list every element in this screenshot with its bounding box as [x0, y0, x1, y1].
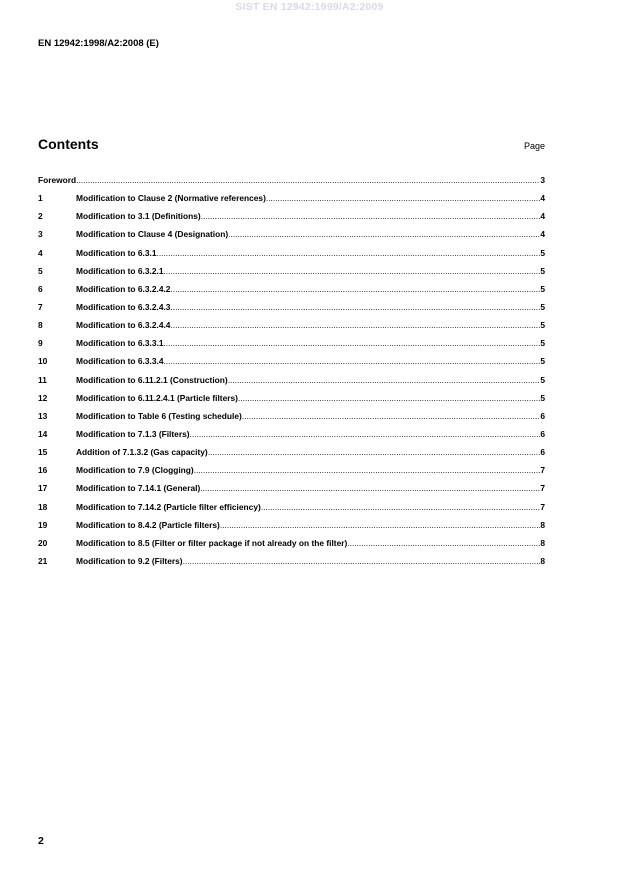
toc-entry-number: 18: [38, 501, 48, 512]
toc-entry-number: 2: [38, 211, 43, 222]
toc-entry-number: 16: [38, 465, 48, 476]
document-id: EN 12942:1998/A2:2008 (E): [38, 38, 159, 49]
dot-leader: [76, 175, 540, 185]
dot-leader: [242, 411, 541, 421]
toc-entry-number: 19: [38, 519, 48, 530]
toc-entry-title: Modification to 6.3.2.1: [76, 265, 164, 276]
toc-entry-title: Modification to 6.11.2.1 (Construction): [76, 374, 228, 385]
dot-leader: [163, 338, 540, 348]
toc-entry-title: Foreword: [38, 175, 77, 185]
dot-leader: [157, 248, 541, 258]
toc-entry[interactable]: [38, 338, 545, 356]
toc-entry-page: 5: [540, 374, 545, 385]
dot-leader: [228, 229, 540, 239]
toc-entry-page: 8: [540, 537, 545, 548]
toc-entry-title: Modification to 6.3.2.4.3: [76, 301, 171, 312]
toc-entry-page: 6: [540, 410, 545, 421]
toc-entry-page: 5: [540, 265, 545, 276]
table-of-contents: [38, 175, 545, 574]
toc-entry-number: 11: [38, 374, 47, 385]
toc-entry[interactable]: [38, 411, 545, 429]
toc-entry-number: 1: [38, 193, 43, 204]
toc-entry-page: 3: [540, 175, 545, 185]
toc-entry-page: 4: [540, 193, 545, 204]
dot-leader: [183, 556, 541, 566]
toc-entry[interactable]: [38, 502, 545, 520]
dot-leader: [163, 356, 540, 366]
toc-entry-number: 5: [38, 265, 43, 276]
toc-entry-number: 9: [38, 338, 43, 349]
dot-leader: [220, 520, 541, 530]
toc-entry[interactable]: [38, 483, 545, 501]
toc-entry-number: 13: [38, 410, 48, 421]
toc-entry-page: 5: [540, 320, 545, 331]
toc-entry-number: 6: [38, 283, 43, 294]
toc-entry-title: Modification to Clause 4 (Designation): [76, 229, 229, 240]
toc-entry[interactable]: [38, 302, 545, 320]
toc-entry-title: Addition of 7.1.3.2 (Gas capacity): [76, 447, 208, 458]
toc-entry-number: 21: [38, 555, 48, 566]
toc-entry-title: Modification to 7.14.2 (Particle filter efficiency): [76, 501, 261, 512]
toc-entry-page: 6: [540, 447, 545, 458]
toc-entry-title: Modification to Table 6 (Testing schedule): [76, 410, 242, 421]
toc-entry[interactable]: [38, 393, 545, 411]
toc-entry-title: Modification to 6.11.2.4.1 (Particle filters): [76, 392, 238, 403]
toc-entry-number: 17: [38, 483, 48, 494]
toc-entry-title: Modification to 9.2 (Filters): [76, 555, 183, 566]
toc-entry-page: 4: [540, 229, 545, 240]
toc-entry-page: 4: [540, 211, 545, 222]
toc-entry-title: Modification to 6.3.3.4: [76, 356, 164, 367]
dot-leader: [163, 266, 540, 276]
toc-entry[interactable]: [38, 465, 545, 483]
toc-entry-title: Modification to 8.4.2 (Particle filters): [76, 519, 220, 530]
toc-entry-number: 4: [38, 247, 43, 258]
toc-entry[interactable]: [38, 375, 545, 393]
page-number: 2: [38, 835, 44, 847]
toc-entry[interactable]: [38, 429, 545, 447]
toc-entry[interactable]: [38, 284, 545, 302]
toc-entry-title: Modification to 3.1 (Definitions): [76, 211, 201, 222]
toc-entry-title: Modification to Clause 2 (Normative references): [76, 193, 266, 204]
dot-leader: [261, 502, 541, 512]
toc-entry[interactable]: [38, 556, 545, 574]
dot-leader: [190, 429, 541, 439]
dot-leader: [170, 320, 540, 330]
toc-entry-page: 5: [540, 247, 545, 258]
toc-entry-number: 8: [38, 320, 43, 331]
toc-entry-title: Modification to 6.3.2.4.4: [76, 320, 171, 331]
dot-leader: [200, 483, 540, 493]
toc-entry-number: 12: [38, 392, 48, 403]
dot-leader: [347, 538, 540, 548]
toc-entry-number: 15: [38, 447, 48, 458]
dot-leader: [238, 393, 540, 403]
dot-leader: [194, 465, 541, 475]
toc-entry-number: 10: [38, 356, 48, 367]
toc-entry-title: Modification to 7.1.3 (Filters): [76, 428, 190, 439]
toc-entry[interactable]: [38, 266, 545, 284]
toc-entry-page: 6: [540, 428, 545, 439]
dot-leader: [170, 284, 540, 294]
toc-entry-page: 8: [540, 555, 545, 566]
toc-entry[interactable]: [38, 248, 545, 266]
toc-entry-page: 7: [540, 483, 545, 494]
toc-entry-page: 7: [540, 501, 545, 512]
dot-leader: [201, 211, 541, 221]
toc-entry-number: 7: [38, 301, 43, 312]
toc-entry-number: 3: [38, 229, 43, 240]
toc-entry-number: 20: [38, 537, 48, 548]
toc-entry[interactable]: [38, 538, 545, 556]
toc-entry-page: 7: [540, 465, 545, 476]
toc-entry-page: 5: [540, 392, 545, 403]
toc-entry-title: Modification to 6.3.1: [76, 247, 157, 258]
dot-leader: [228, 375, 541, 385]
toc-entry[interactable]: [38, 520, 545, 538]
dot-leader: [170, 302, 540, 312]
dot-leader: [208, 447, 541, 457]
toc-entry[interactable]: [38, 320, 545, 338]
dot-leader: [266, 193, 540, 203]
page-column-label: Page: [523, 141, 545, 151]
toc-entry[interactable]: [38, 211, 545, 229]
toc-entry-foreword[interactable]: [38, 175, 545, 193]
toc-entry[interactable]: [38, 229, 545, 247]
toc-entry-page: 8: [540, 519, 545, 530]
toc-entry[interactable]: [38, 356, 545, 374]
toc-entry-page: 5: [540, 301, 545, 312]
toc-entry-title: Modification to 6.3.3.1: [76, 338, 164, 349]
toc-entry-title: Modification to 6.3.2.4.2: [76, 283, 171, 294]
toc-entry-title: Modification to 7.9 (Clogging): [76, 465, 194, 476]
toc-entry[interactable]: [38, 447, 545, 465]
toc-entry-page: 5: [540, 338, 545, 349]
toc-entry-title: Modification to 7.14.1 (General): [76, 483, 201, 494]
contents-heading: Contents: [38, 136, 99, 152]
toc-entry-page: 5: [540, 356, 545, 367]
toc-entry-number: 14: [38, 428, 48, 439]
toc-entry-page: 5: [540, 283, 545, 294]
toc-entry-title: Modification to 8.5 (Filter or filter package if not already on the filter): [76, 537, 348, 548]
toc-entry[interactable]: [38, 193, 545, 211]
watermark: SIST EN 12942:1999/A2:2009: [235, 1, 384, 13]
